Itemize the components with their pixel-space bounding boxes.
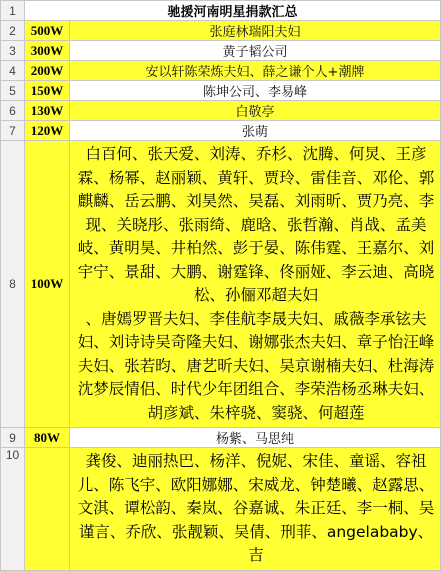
row-number[interactable]: 5 [1, 81, 25, 101]
amount-cell[interactable]: 120W [25, 121, 70, 141]
table-row [1, 1, 441, 21]
names-cell[interactable]: 杨紫、马思纯 [70, 428, 441, 448]
table-row [1, 61, 441, 81]
row-number[interactable]: 9 [1, 428, 25, 448]
row-number[interactable]: 4 [1, 61, 25, 81]
table-row [1, 448, 441, 571]
table-row [1, 41, 441, 61]
amount-cell[interactable]: 80W [25, 428, 70, 448]
table-row [1, 21, 441, 41]
names-paragraph: 龚俊、迪丽热巴、杨洋、倪妮、宋佳、童谣、容祖儿、陈飞宇、欧阳娜娜、宋威龙、钟楚曦、赵露思、文淇、谭松韵、秦岚、谷嘉诚、朱正廷、李一桐、吴谨言、乔欣、张靓颖、吴倩、刑菲、angelababy、吉 [77, 452, 435, 564]
row-number[interactable]: 7 [1, 121, 25, 141]
row-number[interactable]: 3 [1, 41, 25, 61]
names-paragraph: 白百何、张天爱、刘涛、乔杉、沈腾、何炅、王彦霖、杨幂、赵丽颖、黄轩、贾玲、雷佳音、邓伦、郭麒麟、岳云鹏、刘昊然、吴磊、刘雨昕、贾乃亮、李现、关晓彤、张雨绮、鹿晗、张哲瀚、肖战、孟美岐、黄明昊、井柏然、彭于晏、陈伟霆、王嘉尔、刘宇宁、景甜、大鹏、谢霆锋、佟丽娅、李云迪、高晓松、孙俪邓超夫妇 [77, 145, 435, 304]
row-number[interactable]: 6 [1, 101, 25, 121]
table-row [1, 101, 441, 121]
names-cell[interactable]: 张庭林瑞阳夫妇 [70, 21, 441, 41]
names-cell[interactable]: 黄子韬公司 [70, 41, 441, 61]
amount-cell[interactable]: 130W [25, 101, 70, 121]
row-number[interactable]: 1 [1, 1, 25, 21]
names-cell[interactable]: 张萌 [70, 121, 441, 141]
names-cell[interactable] [70, 448, 441, 571]
amount-cell[interactable]: 500W [25, 21, 70, 41]
row-number[interactable]: 2 [1, 21, 25, 41]
row-number[interactable]: 8 [1, 141, 25, 428]
table-row [1, 428, 441, 448]
names-cell[interactable]: 陈坤公司、李易峰 [70, 81, 441, 101]
table-row [1, 81, 441, 101]
table-row [1, 121, 441, 141]
amount-cell[interactable]: 200W [25, 61, 70, 81]
names-cell[interactable]: 安以轩陈荣炼夫妇、薛之谦个人+潮牌 [70, 61, 441, 81]
names-cell[interactable] [70, 141, 441, 428]
amount-cell[interactable]: 100W [25, 141, 70, 428]
row-number[interactable]: 10 [1, 448, 25, 571]
table-row [1, 141, 441, 428]
sheet-title[interactable]: 驰援河南明星捐款汇总 [25, 1, 441, 21]
names-paragraph: 、唐嫣罗晋夫妇、李佳航李晟夫妇、戚薇李承铉夫妇、刘诗诗吴奇隆夫妇、谢娜张杰夫妇、章子怡汪峰夫妇、张若昀、唐艺昕夫妇、吴京谢楠夫妇、杜海涛沈梦辰情侣、时代少年团组合、李荣浩杨丞琳夫妇、胡彦斌、朱梓骁、窦骁、何超莲 [77, 309, 435, 422]
amount-cell[interactable]: 150W [25, 81, 70, 101]
amount-cell[interactable] [25, 448, 70, 571]
amount-cell[interactable]: 300W [25, 41, 70, 61]
names-cell[interactable]: 白敬亭 [70, 101, 441, 121]
